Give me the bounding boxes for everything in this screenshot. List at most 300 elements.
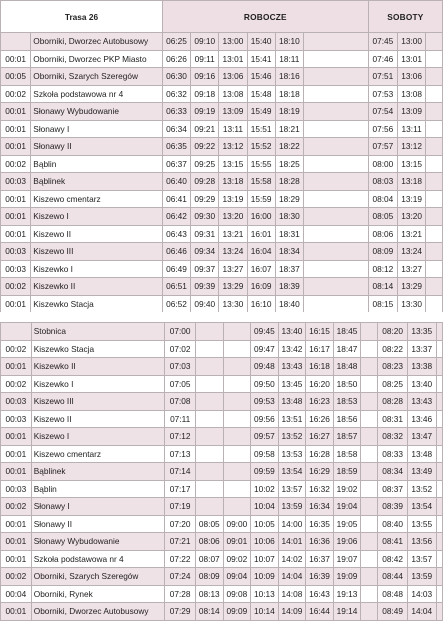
saturday-departure: 08:12 [368, 260, 397, 278]
travel-time: 00:03 [1, 393, 32, 411]
weekday-departure: 06:43 [162, 225, 190, 243]
weekday-departure: 10:06 [251, 533, 279, 551]
column-gap [303, 103, 368, 121]
saturday-departure: 08:04 [368, 190, 397, 208]
column-gap [426, 278, 443, 296]
weekday-departure: 07:21 [165, 533, 196, 551]
travel-time: 00:02 [1, 85, 31, 103]
saturday-departure: 13:54 [407, 498, 436, 516]
stop-name: Słonawy I [31, 120, 163, 138]
weekday-departure: 09:50 [251, 375, 279, 393]
column-gap [303, 208, 368, 226]
column-gap [426, 173, 443, 191]
column-gap [426, 138, 443, 156]
weekday-departure: 19:09 [333, 568, 361, 586]
weekday-departure: 13:53 [278, 445, 306, 463]
table-row [1, 278, 443, 296]
stop-name: Oborniki, Szarych Szeregów [31, 68, 163, 86]
stop-name: Kiszewko Stacja [31, 295, 163, 313]
saturday-departure: 08:44 [378, 568, 408, 586]
table-separator [0, 312, 444, 322]
weekday-departure: 15:59 [247, 190, 275, 208]
stop-name: Szkoła podstawowa nr 4 [31, 550, 165, 568]
weekday-departure: 13:42 [278, 340, 306, 358]
weekday-departure: 13:57 [278, 480, 306, 498]
travel-time: 00:02 [1, 498, 32, 516]
weekday-departure: 18:31 [275, 225, 303, 243]
weekday-departure: 06:46 [162, 243, 190, 261]
table-row [1, 515, 443, 533]
weekday-departure: 10:09 [251, 568, 279, 586]
travel-time: 00:02 [1, 568, 32, 586]
travel-time: 00:01 [1, 358, 32, 376]
weekday-departure: 16:27 [306, 428, 334, 446]
weekday-departure: 07:13 [165, 445, 196, 463]
weekday-departure: 09:59 [251, 463, 279, 481]
column-gap [303, 243, 368, 261]
column-gap [361, 393, 378, 411]
weekday-departure: 06:52 [162, 295, 190, 313]
saturday-departure: 13:35 [407, 323, 436, 341]
column-gap [436, 515, 442, 533]
weekday-departure: 09:28 [191, 173, 219, 191]
column-gap [426, 50, 443, 68]
column-gap [361, 498, 378, 516]
weekday-departure: 09:39 [191, 278, 219, 296]
route-title: Trasa 26 [1, 1, 163, 33]
weekday-departure [223, 463, 251, 481]
column-gap [426, 260, 443, 278]
stop-name: Kiszewko II [31, 358, 165, 376]
weekday-departure: 07:24 [165, 568, 196, 586]
weekday-departure [196, 498, 224, 516]
table-row [1, 480, 443, 498]
weekday-departure: 06:49 [162, 260, 190, 278]
stop-name: Bąblinek [31, 173, 163, 191]
table-row [1, 445, 443, 463]
weekday-departure: 16:09 [247, 278, 275, 296]
weekday-departure: 09:47 [251, 340, 279, 358]
table-row [1, 358, 443, 376]
weekday-departure: 16:04 [247, 243, 275, 261]
weekday-departure: 07:03 [165, 358, 196, 376]
weekday-departure [196, 463, 224, 481]
weekday-departure: 13:06 [219, 68, 247, 86]
weekday-departure: 09:37 [191, 260, 219, 278]
weekday-departure [196, 393, 224, 411]
saturday-departure: 13:20 [398, 208, 426, 226]
weekday-departure: 16:01 [247, 225, 275, 243]
table-row [1, 85, 443, 103]
saturday-departure: 13:43 [407, 393, 436, 411]
weekday-departure [223, 410, 251, 428]
saturday-departure: 07:57 [368, 138, 397, 156]
saturday-departure: 08:00 [368, 155, 397, 173]
column-gap [361, 515, 378, 533]
weekday-departure: 18:10 [275, 33, 303, 51]
weekday-departure: 15:55 [247, 155, 275, 173]
saturday-departure: 13:49 [407, 463, 436, 481]
saturday-departure: 08:09 [368, 243, 397, 261]
stop-name: Oborniki, Dworzec Autobusowy [31, 33, 163, 51]
saturday-departure: 08:41 [378, 533, 408, 551]
stop-name: Kiszewo I [31, 428, 165, 446]
column-gap [436, 323, 442, 341]
weekday-departure: 07:22 [165, 550, 196, 568]
saturday-departure: 13:55 [407, 515, 436, 533]
saturday-departure: 08:42 [378, 550, 408, 568]
travel-time [1, 33, 31, 51]
table-row [1, 120, 443, 138]
weekday-departure [196, 375, 224, 393]
column-gap [436, 445, 442, 463]
column-gap [436, 463, 442, 481]
column-gap [361, 323, 378, 341]
weekday-departure [223, 323, 251, 341]
table-row [1, 50, 443, 68]
weekday-departure: 09:18 [191, 85, 219, 103]
column-gap [436, 358, 442, 376]
table-row [1, 375, 443, 393]
weekday-departure: 09:02 [223, 550, 251, 568]
stop-name: Kiszewko I [31, 375, 165, 393]
table-row [1, 428, 443, 446]
weekday-departure: 09:01 [223, 533, 251, 551]
weekday-departure: 18:29 [275, 190, 303, 208]
travel-time: 00:01 [1, 190, 31, 208]
weekday-departure: 09:09 [223, 603, 251, 621]
weekday-departure: 18:19 [275, 103, 303, 121]
weekday-departure: 13:19 [219, 190, 247, 208]
saturday-departure: 08:34 [378, 463, 408, 481]
weekday-departure: 09:48 [251, 358, 279, 376]
weekday-departure: 07:00 [165, 323, 196, 341]
column-gap [361, 445, 378, 463]
weekday-departure: 06:35 [162, 138, 190, 156]
saturday-departure: 07:45 [368, 33, 397, 51]
weekday-departure: 06:37 [162, 155, 190, 173]
weekday-departure: 09:53 [251, 393, 279, 411]
weekday-header: ROBOCZE [162, 1, 368, 33]
weekday-departure [196, 480, 224, 498]
saturday-departure: 08:15 [368, 295, 397, 313]
weekday-departure: 07:19 [165, 498, 196, 516]
weekday-departure: 07:29 [165, 603, 196, 621]
table-row [1, 138, 443, 156]
weekday-departure: 16:18 [306, 358, 334, 376]
weekday-departure: 16:23 [306, 393, 334, 411]
stop-name: Stobnica [31, 323, 165, 341]
saturday-departure: 07:51 [368, 68, 397, 86]
travel-time: 00:01 [1, 208, 31, 226]
table-row [1, 225, 443, 243]
column-gap [426, 243, 443, 261]
saturday-departure: 08:22 [378, 340, 408, 358]
weekday-departure: 13:00 [219, 33, 247, 51]
table-row [1, 568, 443, 586]
column-gap [303, 260, 368, 278]
weekday-departure: 10:04 [251, 498, 279, 516]
stop-name: Szkoła podstawowa nr 4 [31, 85, 163, 103]
column-gap [361, 550, 378, 568]
weekday-departure: 15:40 [247, 33, 275, 51]
weekday-departure: 07:05 [165, 375, 196, 393]
weekday-departure: 15:52 [247, 138, 275, 156]
weekday-departure: 13:24 [219, 243, 247, 261]
column-gap [361, 375, 378, 393]
column-gap [426, 103, 443, 121]
table-row [1, 393, 443, 411]
column-gap [303, 68, 368, 86]
travel-time: 00:02 [1, 155, 31, 173]
saturday-departure: 13:09 [398, 103, 426, 121]
weekday-departure: 15:58 [247, 173, 275, 191]
column-gap [436, 550, 442, 568]
weekday-departure: 16:29 [306, 463, 334, 481]
table-row [1, 103, 443, 121]
stop-name: Kiszewo III [31, 243, 163, 261]
weekday-departure: 09:19 [191, 103, 219, 121]
column-gap [426, 225, 443, 243]
saturday-departure: 08:20 [378, 323, 408, 341]
weekday-departure [196, 445, 224, 463]
weekday-departure [223, 498, 251, 516]
column-gap [303, 295, 368, 313]
weekday-departure: 09:30 [191, 208, 219, 226]
weekday-departure: 18:56 [333, 410, 361, 428]
column-gap [303, 225, 368, 243]
column-gap [436, 480, 442, 498]
weekday-departure: 08:13 [196, 585, 224, 603]
saturday-departure: 13:40 [407, 375, 436, 393]
weekday-departure: 18:58 [333, 445, 361, 463]
weekday-departure: 18:21 [275, 120, 303, 138]
weekday-departure: 16:39 [306, 568, 334, 586]
column-gap [303, 138, 368, 156]
column-gap [426, 190, 443, 208]
weekday-departure: 18:28 [275, 173, 303, 191]
weekday-departure: 08:09 [196, 568, 224, 586]
weekday-departure: 19:02 [333, 480, 361, 498]
column-gap [303, 173, 368, 191]
weekday-departure: 07:28 [165, 585, 196, 603]
weekday-departure: 13:01 [219, 50, 247, 68]
weekday-departure: 13:51 [278, 410, 306, 428]
weekday-departure [223, 375, 251, 393]
stop-name: Słonawy II [31, 138, 163, 156]
travel-time: 00:02 [1, 375, 32, 393]
weekday-departure: 18:11 [275, 50, 303, 68]
saturday-departure: 13:27 [398, 260, 426, 278]
travel-time: 00:01 [1, 463, 32, 481]
travel-time: 00:01 [1, 50, 31, 68]
weekday-departure: 13:11 [219, 120, 247, 138]
column-gap [426, 120, 443, 138]
stop-name: Kiszewo cmentarz [31, 445, 165, 463]
weekday-departure: 18:57 [333, 428, 361, 446]
weekday-departure: 18:25 [275, 155, 303, 173]
weekday-departure: 15:48 [247, 85, 275, 103]
weekday-departure: 09:00 [223, 515, 251, 533]
weekday-departure: 07:14 [165, 463, 196, 481]
column-gap [361, 410, 378, 428]
travel-time: 00:03 [1, 410, 32, 428]
column-gap [303, 33, 368, 51]
weekday-departure: 08:06 [196, 533, 224, 551]
weekday-departure: 13:29 [219, 278, 247, 296]
weekday-departure: 16:00 [247, 208, 275, 226]
saturday-departure: 13:21 [398, 225, 426, 243]
saturday-departure: 07:46 [368, 50, 397, 68]
weekday-departure: 07:17 [165, 480, 196, 498]
weekday-departure: 16:28 [306, 445, 334, 463]
weekday-departure: 09:08 [223, 585, 251, 603]
weekday-departure: 13:40 [278, 323, 306, 341]
weekday-departure: 19:07 [333, 550, 361, 568]
weekday-departure: 18:30 [275, 208, 303, 226]
weekday-departure: 10:13 [251, 585, 279, 603]
saturday-departure: 13:01 [398, 50, 426, 68]
saturday-departure: 08:39 [378, 498, 408, 516]
weekday-departure: 14:08 [278, 585, 306, 603]
weekday-departure: 13:27 [219, 260, 247, 278]
weekday-departure: 13:48 [278, 393, 306, 411]
weekday-departure: 06:42 [162, 208, 190, 226]
stop-name: Kiszewo III [31, 393, 165, 411]
weekday-departure: 16:43 [306, 585, 334, 603]
weekday-departure [196, 323, 224, 341]
weekday-departure: 18:22 [275, 138, 303, 156]
weekday-departure: 10:02 [251, 480, 279, 498]
column-gap [436, 410, 442, 428]
saturday-departure: 08:25 [378, 375, 408, 393]
saturday-departure: 08:40 [378, 515, 408, 533]
weekday-departure: 16:07 [247, 260, 275, 278]
travel-time: 00:01 [1, 428, 32, 446]
weekday-departure: 13:59 [278, 498, 306, 516]
weekday-departure: 19:05 [333, 515, 361, 533]
weekday-departure: 09:21 [191, 120, 219, 138]
column-gap [361, 480, 378, 498]
weekday-departure: 18:59 [333, 463, 361, 481]
weekday-departure: 06:51 [162, 278, 190, 296]
column-gap [303, 50, 368, 68]
weekday-departure: 09:11 [191, 50, 219, 68]
column-gap [436, 375, 442, 393]
weekday-departure: 18:48 [333, 358, 361, 376]
weekday-departure: 13:43 [278, 358, 306, 376]
weekday-departure: 13:12 [219, 138, 247, 156]
stop-name: Kiszewko I [31, 260, 163, 278]
weekday-departure: 19:14 [333, 603, 361, 621]
travel-time: 00:04 [1, 585, 32, 603]
saturday-departure: 08:05 [368, 208, 397, 226]
weekday-departure: 07:12 [165, 428, 196, 446]
weekday-departure: 07:11 [165, 410, 196, 428]
travel-time: 00:03 [1, 260, 31, 278]
weekday-departure: 18:16 [275, 68, 303, 86]
saturday-departure: 13:00 [398, 33, 426, 51]
travel-time: 00:05 [1, 68, 31, 86]
column-gap [436, 498, 442, 516]
weekday-departure: 06:41 [162, 190, 190, 208]
header-row [1, 1, 443, 33]
saturday-departure: 13:19 [398, 190, 426, 208]
travel-time: 00:01 [1, 225, 31, 243]
saturday-departure: 13:56 [407, 533, 436, 551]
weekday-departure: 10:14 [251, 603, 279, 621]
weekday-departure: 18:37 [275, 260, 303, 278]
saturday-departure: 08:31 [378, 410, 408, 428]
saturday-departure: 08:06 [368, 225, 397, 243]
weekday-departure: 09:16 [191, 68, 219, 86]
weekday-departure: 06:25 [162, 33, 190, 51]
column-gap [436, 428, 442, 446]
stop-name: Kiszewko II [31, 278, 163, 296]
saturday-departure: 13:52 [407, 480, 436, 498]
saturday-departure: 13:18 [398, 173, 426, 191]
stop-name: Oborniki, Szarych Szeregów [31, 568, 165, 586]
saturday-departure: 13:48 [407, 445, 436, 463]
stop-name: Kiszewo cmentarz [31, 190, 163, 208]
column-gap [303, 120, 368, 138]
weekday-departure: 10:05 [251, 515, 279, 533]
stop-name: Słonawy I [31, 498, 165, 516]
table-row [1, 410, 443, 428]
weekday-departure: 13:52 [278, 428, 306, 446]
column-gap [361, 533, 378, 551]
saturday-departure: 13:29 [398, 278, 426, 296]
weekday-departure: 18:47 [333, 340, 361, 358]
weekday-departure: 07:02 [165, 340, 196, 358]
weekday-departure: 16:32 [306, 480, 334, 498]
travel-time: 00:01 [1, 120, 31, 138]
stop-name: Słonawy II [31, 515, 165, 533]
saturday-departure: 13:06 [398, 68, 426, 86]
column-gap [361, 603, 378, 621]
weekday-departure: 13:20 [219, 208, 247, 226]
table-row [1, 533, 443, 551]
weekday-departure: 09:34 [191, 243, 219, 261]
weekday-departure: 08:07 [196, 550, 224, 568]
stop-name: Oborniki, Dworzec PKP Miasto [31, 50, 163, 68]
weekday-departure: 06:33 [162, 103, 190, 121]
weekday-departure: 09:10 [191, 33, 219, 51]
column-gap [303, 278, 368, 296]
weekday-departure: 07:20 [165, 515, 196, 533]
travel-time: 00:01 [1, 603, 32, 621]
weekday-departure [196, 428, 224, 446]
table-row [1, 33, 443, 51]
weekday-departure [223, 340, 251, 358]
saturday-departure: 07:54 [368, 103, 397, 121]
weekday-departure: 06:30 [162, 68, 190, 86]
weekday-departure: 16:26 [306, 410, 334, 428]
table-row [1, 260, 443, 278]
column-gap [426, 33, 443, 51]
weekday-departure: 19:04 [333, 498, 361, 516]
saturday-departure: 13:47 [407, 428, 436, 446]
travel-time: 00:01 [1, 295, 31, 313]
weekday-departure: 09:25 [191, 155, 219, 173]
travel-time: 00:02 [1, 278, 31, 296]
weekday-departure [223, 358, 251, 376]
travel-time: 00:01 [1, 533, 32, 551]
column-gap [426, 155, 443, 173]
stop-name: Słonawy Wybudowanie [31, 103, 163, 121]
weekday-departure: 09:56 [251, 410, 279, 428]
column-gap [436, 603, 442, 621]
